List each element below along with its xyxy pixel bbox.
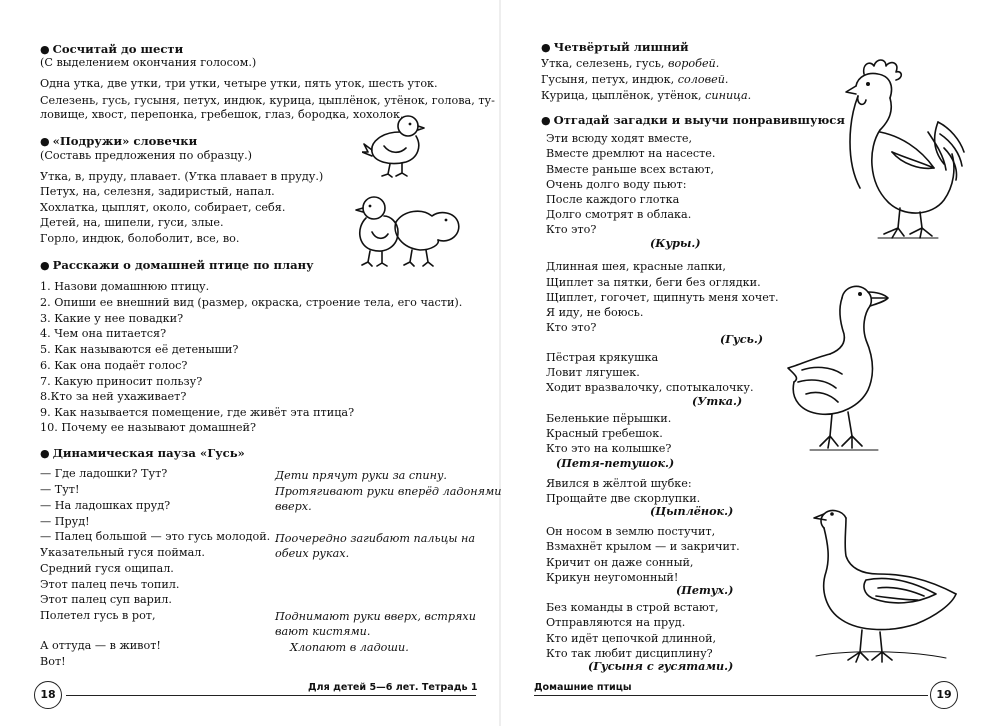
list-item: 9. Как называется помещение, где живёт эта птица? xyxy=(40,406,355,419)
section-heading-odd: ● Четвёртый лишний xyxy=(541,40,689,54)
riddle-line: Кричит он даже сонный, xyxy=(546,556,694,569)
riddle-line: Беленькие пёрышки. xyxy=(546,412,672,425)
action-note: Поднимают руки вверх, встряхи xyxy=(275,610,476,623)
riddle-line: Кто это? xyxy=(546,223,597,236)
section-heading-plan: ● Расскажи о домашней птице по плану xyxy=(40,258,314,272)
paragraph: Одна утка, две утки, три утки, четыре утки, пять уток, шесть уток. xyxy=(40,77,438,90)
riddle-line: Щиплет, гогочет, щипнуть меня хочет. xyxy=(546,291,779,304)
riddle-answer: (Утка.) xyxy=(692,394,743,408)
verse-line: Указательный гуся поймал. xyxy=(40,546,205,559)
page-number: 19 xyxy=(930,681,958,709)
riddle-answer: (Петя-петушок.) xyxy=(556,456,675,470)
riddle-line: Долго смотрят в облака. xyxy=(546,208,692,221)
section-heading-pause: ● Динамическая пауза «Гусь» xyxy=(40,446,245,460)
list-item: 2. Опиши ее внешний вид (размер, окраска, строение тела, его части). xyxy=(40,296,463,309)
verse-line: — Где ладошки? Тут? xyxy=(40,467,168,480)
riddle-line: Кто это? xyxy=(546,321,597,334)
riddle-line: Кто так любит дисциплину? xyxy=(546,647,713,660)
list-item: 6. Как она подаёт голос? xyxy=(40,359,188,372)
section-heading-count: ● Сосчитай до шести xyxy=(40,42,184,56)
verse-line: Полетел гусь в рот, xyxy=(40,609,156,622)
hen-illustration xyxy=(828,52,970,242)
verse-line: Средний гуся ощипал. xyxy=(40,562,174,575)
riddle-line: Без команды в строй встают, xyxy=(546,601,719,614)
list-item: Хохлатка, цыплят, около, собирает, себя. xyxy=(40,201,286,214)
riddle-answer: (Цыплёнок.) xyxy=(650,504,734,518)
section-heading-friends: ● «Подружи» словечки xyxy=(40,134,198,148)
footer-rule xyxy=(66,695,476,696)
footer-rule xyxy=(534,695,928,696)
riddle-line: Я иду, не боюсь. xyxy=(546,306,644,319)
riddle-line: Взмахнёт крылом — и закричит. xyxy=(546,540,740,553)
list-item: 3. Какие у нее повадки? xyxy=(40,312,184,325)
action-note: Поочередно загибают пальцы на xyxy=(275,532,476,545)
verse-line: — Тут! xyxy=(40,483,80,496)
riddle-line: Эти всюду ходят вместе, xyxy=(546,132,693,145)
list-item: 7. Какую приносит пользу? xyxy=(40,375,203,388)
paragraph: ловище, хвост, перепонка, гребешок, глаз, бородка, хохолок. xyxy=(40,108,404,121)
riddle-line: После каждого глотка xyxy=(546,193,680,206)
riddle-line: Ловит лягушек. xyxy=(546,366,640,379)
riddle-line: Вместе раньше всех встают, xyxy=(546,163,715,176)
list-item: Утка, в, пруду, плавает. (Утка плавает в пруду.) xyxy=(40,170,324,183)
riddle-line: Пёстрая крякушка xyxy=(546,351,659,364)
riddle-line: Прощайте две скорлупки. xyxy=(546,492,701,505)
riddle-line: Ходит вразвалочку, спотыкалочку. xyxy=(546,381,754,394)
riddle-answer: (Гусь.) xyxy=(720,332,764,346)
odd-row: Гусыня, петух, индюк, соловей. xyxy=(541,73,729,86)
list-item: 4. Чем она питается? xyxy=(40,327,167,340)
riddle-line: Отправляются на пруд. xyxy=(546,616,686,629)
section-note: (С выделением окончания голосом.) xyxy=(40,56,257,69)
odd-row: Курица, цыплёнок, утёнок, синица. xyxy=(541,89,752,102)
riddle-line: Красный гребешок. xyxy=(546,427,663,440)
list-item: Детей, на, шипели, гуси, злые. xyxy=(40,216,224,229)
section-note: (Составь предложения по образцу.) xyxy=(40,149,252,162)
section-heading-riddles: ● Отгадай загадки и выучи понравившуюся xyxy=(541,113,845,127)
riddle-line: Щиплет за пятки, беги без оглядки. xyxy=(546,276,761,289)
riddle-line: Очень долго воду пьют: xyxy=(546,178,687,191)
duck-illustration xyxy=(780,278,892,458)
riddle-answer: (Гусыня с гусятами.) xyxy=(588,659,734,673)
verse-line: Вот! xyxy=(40,655,66,668)
riddle-line: Вместе дремлют на насесте. xyxy=(546,147,716,160)
book-spine xyxy=(499,0,501,726)
action-note: Дети прячут руки за спину. xyxy=(275,469,447,482)
list-item: 8.Кто за ней ухаживает? xyxy=(40,390,187,403)
chick-illustration xyxy=(362,110,438,178)
riddle-line: Кто это на колышке? xyxy=(546,442,672,455)
riddle-answer: (Петух.) xyxy=(676,583,734,597)
list-item: 5. Как называются её детеныши? xyxy=(40,343,239,356)
paragraph: Селезень, гусь, гусыня, петух, индюк, курица, цыплёнок, утёнок, голова, ту- xyxy=(40,94,495,107)
action-note: обеих руках. xyxy=(275,547,350,560)
verse-line: А оттуда — в живот! xyxy=(40,639,161,652)
verse-line: — Палец большой — это гусь молодой. xyxy=(40,530,271,543)
riddle-line: Длинная шея, красные лапки, xyxy=(546,260,726,273)
odd-row: Утка, селезень, гусь, воробей. xyxy=(541,57,720,70)
riddle-line: Кто идёт цепочкой длинной, xyxy=(546,632,717,645)
verse-line: Этот палец суп варил. xyxy=(40,593,172,606)
action-note: Протягивают руки вперёд ладонями xyxy=(275,485,502,498)
footer-text: Для детей 5—6 лет. Тетрадь 1 xyxy=(308,682,478,693)
action-note: вверх. xyxy=(275,500,312,513)
action-note: вают кистями. xyxy=(275,625,371,638)
verse-line: — Пруд! xyxy=(40,515,90,528)
action-note: Хлопают в ладоши. xyxy=(290,641,409,654)
list-item: 10. Почему ее называют домашней? xyxy=(40,421,257,434)
footer-text: Домашние птицы xyxy=(534,682,632,693)
riddle-line: Он носом в землю постучит, xyxy=(546,525,716,538)
riddle-answer: (Куры.) xyxy=(650,236,701,250)
verse-line: — На ладошках пруд? xyxy=(40,499,171,512)
riddle-line: Явился в жёлтой шубке: xyxy=(546,477,692,490)
list-item: Петух, на, селезня, задиристый, напал. xyxy=(40,185,275,198)
riddle-line: Крикун неугомонный! xyxy=(546,571,679,584)
page-number: 18 xyxy=(34,681,62,709)
verse-line: Этот палец печь топил. xyxy=(40,578,180,591)
list-item: 1. Назови домашнюю птицу. xyxy=(40,280,210,293)
chicks-illustration xyxy=(350,188,462,270)
goose-illustration xyxy=(806,500,966,670)
list-item: Горло, индюк, болоболит, все, во. xyxy=(40,232,240,245)
